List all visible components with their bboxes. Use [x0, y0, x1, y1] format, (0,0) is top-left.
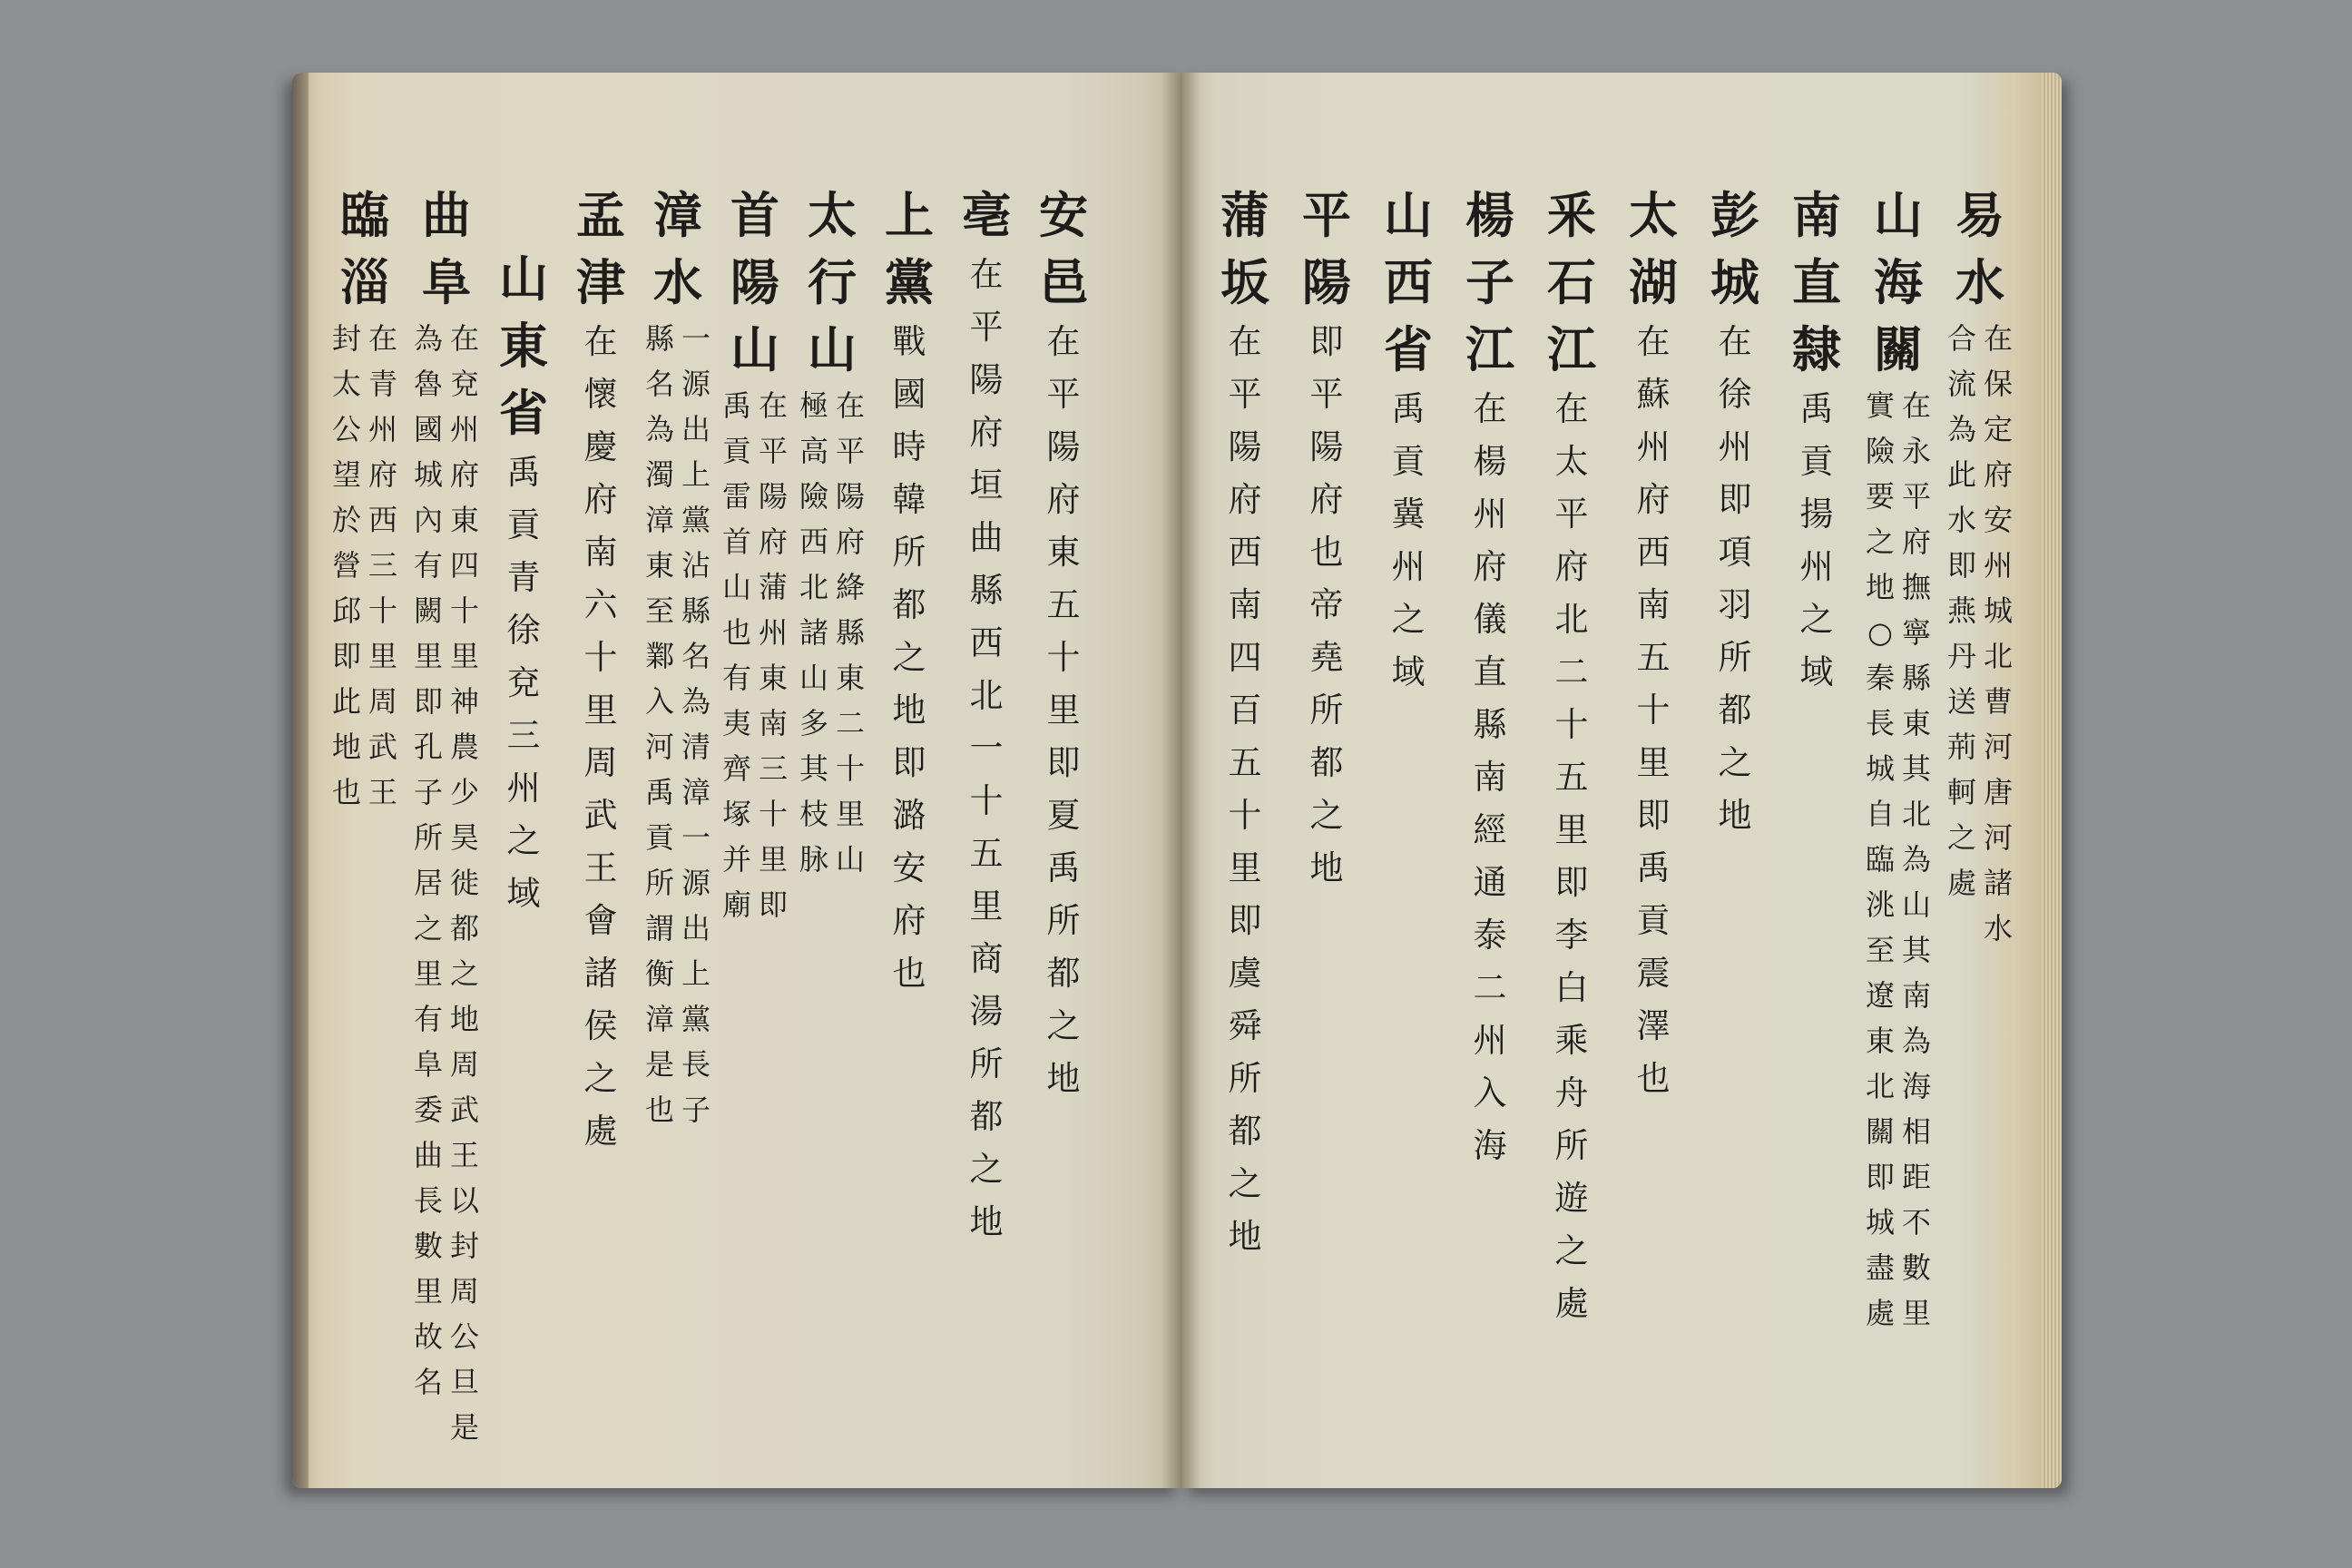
text-column: [719, 181, 791, 927]
column-note: 在 平 陽 府 蒲 州 東 南 三 十 里 即 禹 貢 雷 首 山 也 有 夷 齊 塚 并 廟: [721, 388, 788, 922]
right-text-block: [1200, 181, 2034, 1470]
left-text-block: [319, 181, 1172, 1470]
text-column: [796, 181, 868, 882]
text-column: [873, 181, 946, 1000]
column-heading: 孟 津: [576, 186, 625, 311]
column-note: 在 蘇 州 府 西 南 五 十 里 即 禹 貢 震 澤 也: [1636, 322, 1671, 1098]
column-heading: 安 邑: [1039, 186, 1088, 311]
column-heading: 太 行 山: [808, 186, 857, 378]
column-note: 在 平 陽 府 西 南 四 百 五 十 里 即 虞 舜 所 都 之 地: [1228, 322, 1262, 1256]
column-note: 在 永 平 府 撫 寧 縣 東 其 北 為 山 其 南 為 海 相 距 不 數 里 實 險 要 之 地 ○ 秦 長 城 自 臨 洮 至 遼 東 北 關 即 城 盡 處: [1865, 388, 1931, 1330]
column-note: 在 徐 州 即 項 羽 所 都 之 地: [1718, 322, 1752, 835]
column-note: 戰 國 時 韓 所 都 之 地 即 潞 安 府 也: [892, 322, 926, 993]
column-heading: 亳: [962, 186, 1011, 244]
text-column: [1454, 181, 1526, 1172]
column-heading: 南 直 隸: [1792, 186, 1841, 378]
column-heading: 易 水: [1955, 186, 2004, 311]
column-heading: 山 海 關: [1874, 186, 1923, 378]
column-heading: 釆 石 江: [1547, 186, 1596, 378]
text-column: [1209, 181, 1281, 1263]
column-heading: 上 黨: [885, 186, 934, 311]
right-page: [1181, 73, 2062, 1488]
text-column: [1535, 181, 1608, 1330]
text-column: [328, 181, 401, 815]
text-column: [410, 181, 483, 1450]
column-note: 即 平 陽 府 也 帝 堯 所 都 之 地: [1309, 322, 1344, 887]
column-note: 在 平 陽 府 絳 縣 東 二 十 里 山 極 高 險 西 北 諸 山 多 其 枝 脉: [799, 388, 865, 877]
column-heading: 楊 子 江: [1465, 186, 1514, 378]
column-heading: 太 湖: [1629, 186, 1678, 311]
text-column: [1027, 181, 1100, 1105]
column-note: 禹 貢 青 徐 兗 三 州 之 域: [506, 453, 541, 913]
column-note: 禹 貢 冀 州 之 域: [1391, 389, 1426, 691]
text-column: [1780, 181, 1853, 699]
column-heading: 彭 城: [1710, 186, 1759, 311]
open-book: [292, 73, 2062, 1488]
text-column: [487, 245, 560, 920]
text-column: [564, 181, 637, 1158]
column-note: 在 懷 慶 府 南 六 十 里 周 武 王 會 諸 侯 之 處: [583, 322, 618, 1151]
text-column: [1290, 181, 1363, 895]
column-heading: 首 陽 山: [730, 186, 779, 378]
text-column: [1617, 181, 1690, 1105]
column-note: 在 平 陽 府 東 五 十 里 即 夏 禹 所 都 之 地: [1046, 322, 1081, 1098]
text-column: [1699, 181, 1771, 842]
column-heading: 漳 水: [653, 186, 702, 311]
column-note: 在 太 平 府 北 二 十 五 里 即 李 白 乘 舟 所 遊 之 處: [1554, 389, 1589, 1323]
column-heading: 臨 淄: [340, 186, 389, 311]
column-heading: 曲 阜: [422, 186, 471, 311]
column-note: 在 楊 州 府 儀 直 縣 南 經 通 泰 二 州 入 海: [1473, 389, 1507, 1165]
column-note: 在 兗 州 府 東 四 十 里 神 農 少 昊 徙 都 之 地 周 武 王 以 封 周 公 旦 是 為 魯 國 城 內 有 闕 里 即 孔 子 所 居 之 里 有 阜 委 曲 長 數 里 故 名: [413, 321, 479, 1445]
column-note: 在 青 州 府 西 三 十 里 周 武 王 封 太 公 望 於 營 邱 即 此 地 也: [331, 321, 397, 809]
column-note: 在 平 陽 府 垣 曲 縣 西 北 一 十 五 里 商 湯 所 都 之 地: [969, 255, 1004, 1241]
column-note: 一 源 出 上 黨 沾 縣 名 為 清 漳 一 源 出 上 黨 長 子 縣 名 為 濁 漳 東 至 鄴 入 河 禹 貢 所 謂 衡 漳 是 也: [644, 321, 710, 1127]
column-heading: 平 陽: [1302, 186, 1351, 311]
column-note: 在 保 定 府 安 州 城 北 曹 河 唐 河 諸 水 合 流 為 此 水 即 燕 丹 送 荊 軻 之 處: [1946, 321, 2013, 946]
column-heading: 山 西 省: [1384, 186, 1433, 378]
column-heading: 山 東 省: [499, 250, 548, 442]
left-page: [292, 73, 1181, 1488]
text-column: [1372, 181, 1445, 699]
text-column: [1944, 181, 2016, 951]
column-heading: 蒲 坂: [1220, 186, 1269, 311]
column-note: 禹 貢 揚 州 之 域: [1799, 389, 1834, 691]
text-column: [1862, 181, 1935, 1336]
text-column: [950, 181, 1023, 1249]
text-column: [642, 181, 714, 1132]
